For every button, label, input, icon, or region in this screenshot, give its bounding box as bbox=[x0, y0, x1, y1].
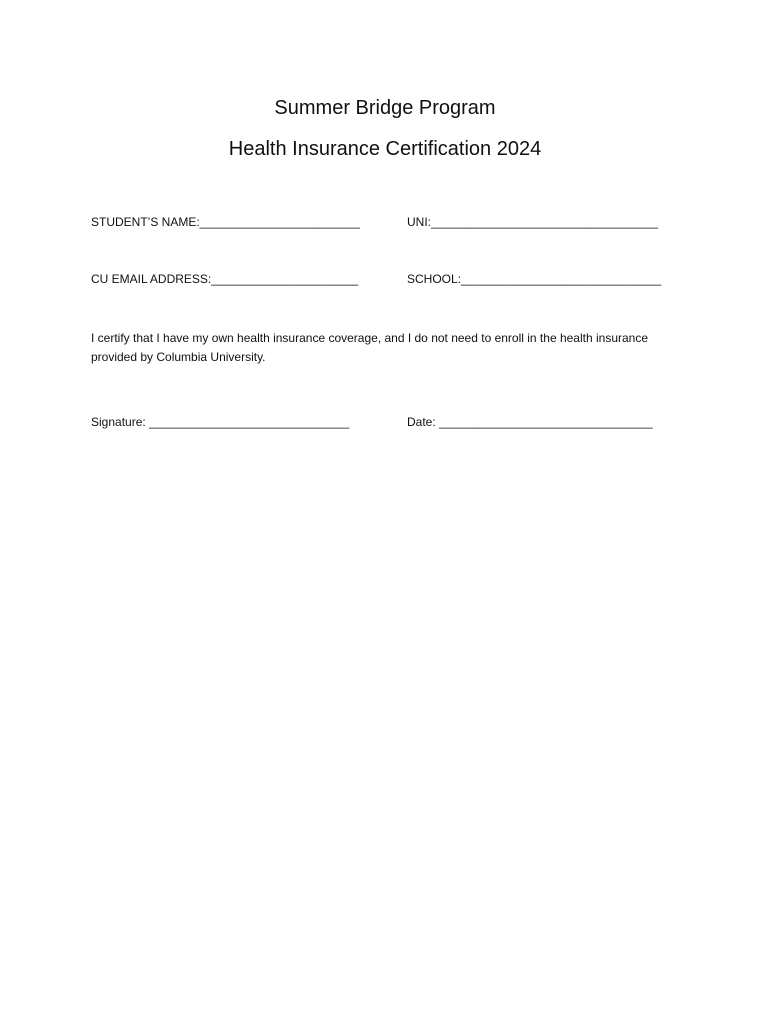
form-subtitle: Health Insurance Certification 2024 bbox=[228, 138, 542, 160]
student-name-field: STUDENT’S NAME:________________________ bbox=[91, 215, 360, 229]
date-field: Date: ________________________________ bbox=[407, 415, 653, 429]
signature-field: Signature: ______________________________ bbox=[91, 415, 350, 429]
uni-field: UNI:__________________________________ bbox=[407, 215, 658, 229]
cu-email-field: CU EMAIL ADDRESS:______________________ bbox=[91, 272, 359, 286]
school-field: SCHOOL:______________________________ bbox=[407, 272, 662, 286]
form-title: Summer Bridge Program bbox=[274, 97, 496, 119]
certification-statement: I certify that I have my own health insurance coverage, and I do not need to enroll in the health insurance provided by Columbia University. bbox=[91, 331, 649, 364]
